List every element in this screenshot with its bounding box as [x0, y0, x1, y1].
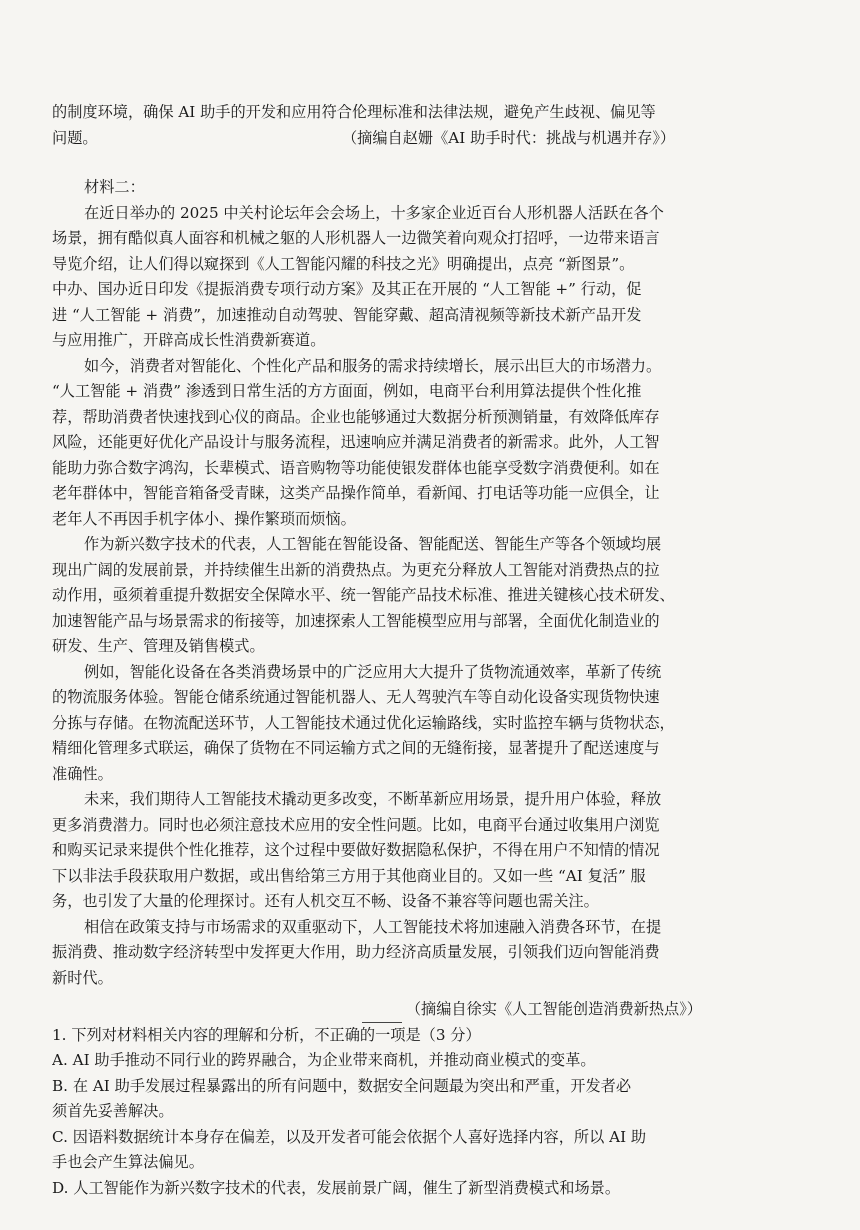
spacer: [52, 151, 812, 175]
option-c: [52, 1125, 812, 1176]
text-line: 下以非法手段获取用户数据，或出售给第三方用于其他商业目的。又如一些 “AI 复活” 服: [52, 866, 646, 885]
option-b: [52, 1074, 812, 1125]
text-line: 准确性。: [52, 764, 113, 783]
text-line: 与应用推广，开辟高成长性消费新赛道。: [52, 331, 326, 349]
paragraph: [52, 915, 812, 992]
text-line: 在近日举办的 2025 中关村论坛年会会场上，十多家企业近百台人形机器人活跃在各个: [84, 203, 664, 222]
question-stem: 1. 下列对材料相关内容的理解和分析，不正确的一项是（3 分）: [52, 1025, 481, 1044]
text-line: 加速智能产品与场景需求的衔接等，加速探索人工智能模型应用与部署，全面优化制造业的: [52, 611, 660, 630]
paragraph: [52, 354, 812, 533]
text-line: 导览介绍，让人们得以窥探到《人工智能闪耀的科技之光》明确提出，点亮 “新图景”。: [52, 254, 635, 273]
text-line: 精细化管理多式联运，确保了货物在不同运输方式之间的无缝衔接，显著提升了配送速度与: [52, 739, 660, 757]
paragraph: [52, 201, 812, 354]
material2-source: （摘编自徐实《人工智能创造消费新热点》）: [405, 1000, 702, 1018]
material2-source-line: [52, 997, 812, 1023]
source-underline: [362, 1006, 402, 1023]
option-text-line: 须首先妥善解决。: [52, 1102, 174, 1120]
text-line: 未来，我们期待人工智能技术撬动更多改变，不断革新应用场景，提升用户体验，释放: [84, 790, 662, 808]
source-line: [52, 126, 812, 152]
material1-source: （摘编自赵姗《AI 助手时代：挑战与机遇并存》）: [349, 128, 676, 147]
text-line: 务，也引发了大量的伦理探讨。还有人机交互不畅、设备不兼容等问题也需关注。: [52, 892, 599, 910]
text-line: 新时代。: [52, 968, 113, 987]
text-line: 现出广阔的发展前景，并持续催生出新的消费热点。为更充分释放人工智能对消费热点的拉: [52, 560, 660, 579]
paragraph: [52, 532, 812, 660]
option-text-line: B. 在 AI 助手发展过程暴露出的所有问题中，数据安全问题最为突出和严重，开发者必: [52, 1076, 632, 1095]
text-line: 荐，帮助消费者快速找到心仪的商品。企业也能够通过大数据分析预测销量，有效降低库存: [52, 407, 660, 426]
text-line: 作为新兴数字技术的代表，人工智能在智能设备、智能配送、智能生产等各个领域均展: [84, 535, 662, 553]
text-line: 风险，还能更好优化产品设计与服务流程，迅速响应并满足消费者的新需求。此外，人工智: [52, 433, 660, 451]
option-a: [52, 1048, 812, 1074]
text-line: 研发、生产、管理及销售模式。: [52, 637, 265, 655]
text-line: 问题。: [52, 128, 98, 147]
option-text-line: A. AI 助手推动不同行业的跨界融合，为企业带来商机，并推动商业模式的变革。: [52, 1051, 596, 1069]
text-line: 中办、国办近日印发《提振消费专项行动方案》及其正在开展的 “人工智能 +” 行动，促: [52, 280, 642, 298]
text-line: 动作用，亟须着重提升数据安全保障水平、统一智能产品技术标准、推进关键核心技术研发、: [52, 586, 675, 604]
text-line: 更多消费潜力。同时也必须注意技术应用的安全性问题。比如，电商平台通过收集用户浏览: [52, 815, 660, 834]
material2-heading: 材料二：: [84, 178, 145, 196]
text-line: 分拣与存储。在物流配送环节，人工智能技术通过优化运输路线，实时监控车辆与货物状态，: [52, 713, 675, 732]
material1-tail: [52, 100, 812, 151]
text-line: 的制度环境，确保 AI 助手的开发和应用符合伦理标准和法律法规，避免产生歧视、偏见等: [52, 103, 656, 121]
option-text-line: C. 因语料数据统计本身存在偏差，以及开发者可能会依据个人喜好选择内容，所以 AI 助: [52, 1127, 647, 1146]
text-line: 老年人不再因手机字体小、操作繁琐而烦恼。: [52, 509, 356, 528]
paragraph: [52, 787, 812, 915]
paragraph: [52, 660, 812, 788]
text-line: 和购买记录来提供个性化推荐，这个过程中要做好数据隐私保护，不得在用户不知情的情况: [52, 841, 660, 859]
text-line: 场景，拥有酷似真人面容和机械之躯的人形机器人一边微笑着向观众打招呼，一边带来语言: [52, 229, 660, 247]
material2-body: [52, 201, 812, 992]
question-options: [52, 1048, 812, 1201]
text-line: 振消费、推动数字经济转型中发挥更大作用，助力经济高质量发展，引领我们迈向智能消费: [52, 943, 660, 961]
text-line: 相信在政策支持与市场需求的双重驱动下，人工智能技术将加速融入消费各环节，在提: [84, 917, 662, 936]
text-line: 进 “人工智能 + 消费”，加速推动自动驾驶、智能穿戴、超高清视频等新技术新产品开发: [52, 305, 642, 324]
option-text-line: 手也会产生算法偏见。: [52, 1153, 204, 1171]
option-d: [52, 1176, 812, 1202]
material2: [52, 175, 812, 1023]
text-line: “人工智能 + 消费” 渗透到日常生活的方方面面，例如，电商平台利用算法提供个性化推: [52, 382, 642, 400]
question1: [52, 1023, 812, 1202]
text-line: 能助力弥合数字鸿沟，长辈模式、语音购物等功能使银发群体也能享受数字消费便利。如在: [52, 458, 660, 477]
text-line: 例如，智能化设备在各类消费场景中的广泛应用大大提升了货物流通效率，革新了传统: [84, 662, 662, 681]
text-line: 老年群体中，智能音箱备受青睐，这类产品操作简单，看新闻、打电话等功能一应俱全，让: [52, 484, 660, 502]
option-text-line: D. 人工智能作为新兴数字技术的代表，发展前景广阔，催生了新型消费模式和场景。: [52, 1178, 621, 1197]
text-line: 的物流服务体验。智能仓储系统通过智能机器人、无人驾驶汽车等自动化设备实现货物快速: [52, 688, 660, 706]
text-line: 如今，消费者对智能化、个性化产品和服务的需求持续增长，展示出巨大的市场潜力。: [84, 356, 662, 375]
